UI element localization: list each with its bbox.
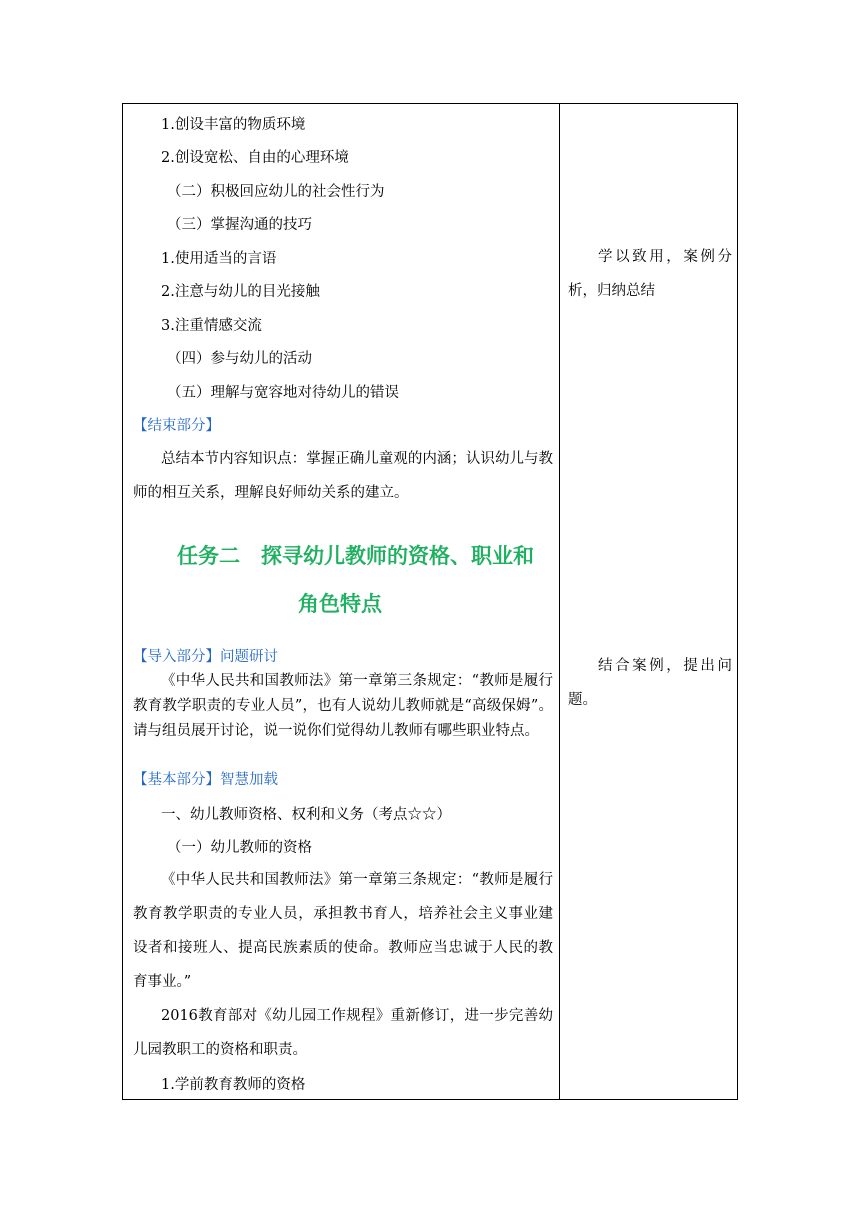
law-text: 《中华人民共和国教师法》第一章第三条规定：“教师是履行教育教学职责的专业人员，承担教书育人，培养社会主义事业建设者和接班人、提高民族素质的使命。教师应当忠诚于人民的教育事业。” — [133, 872, 553, 990]
task-title-line-1: 任务二 探寻幼儿教师的资格、职业和 — [177, 544, 534, 568]
item-participate: （四）参与幼儿的活动 — [167, 351, 312, 367]
lesson-table — [122, 103, 738, 1100]
regulation-text: 2016教育部对《幼儿园工作规程》重新修订，进一步完善幼儿园教职工的资格和职责。 — [133, 1008, 553, 1058]
item-respond-social: （二）积极回应幼儿的社会性行为 — [167, 184, 385, 200]
item-psych-env: 2.创设宽松、自由的心理环境 — [161, 150, 349, 166]
note-apply-learning: 学以致用，案例分析，归纳总结 — [568, 249, 732, 299]
intro-heading-label: 【导入部分】 — [133, 649, 220, 665]
notes-column — [560, 104, 737, 1099]
basic-heading-sub: 智慧加载 — [220, 772, 278, 788]
preschool-qualification: 1.学前教育教师的资格 — [161, 1077, 306, 1093]
basic-heading — [133, 770, 278, 790]
item-emotion: 3.注重情感交流 — [161, 318, 262, 334]
item-material-env: 1.创设丰富的物质环境 — [161, 117, 306, 133]
end-section-text: 总结本节内容知识点：掌握正确儿童观的内涵；认识幼儿与教师的相互关系，理解良好师幼关系的建立。 — [133, 451, 553, 501]
note-raise-question: 结合案例，提出问题。 — [568, 658, 732, 708]
section-one-heading: 一、幼儿教师资格、权利和义务（考点☆☆） — [161, 807, 451, 823]
item-eye-contact: 2.注意与幼儿的目光接触 — [161, 284, 320, 300]
basic-heading-label: 【基本部分】 — [133, 772, 220, 788]
content-column — [123, 104, 559, 1099]
intro-text: 《中华人民共和国教师法》第一章第三条规定：“教师是履行教育教学职责的专业人员”，也有人说幼儿教师就是“高级保姆”。请与组员展开讨论，说一说你们觉得幼儿教师有哪些职业特点。 — [133, 673, 553, 739]
end-section-heading: 【结束部分】 — [133, 418, 220, 434]
task-title-line-2: 角色特点 — [298, 592, 382, 616]
intro-heading-sub: 问题研讨 — [220, 649, 278, 665]
intro-heading — [133, 647, 278, 667]
item-tolerance: （五）理解与宽容地对待幼儿的错误 — [167, 385, 399, 401]
item-language: 1.使用适当的言语 — [161, 251, 277, 267]
item-communication: （三）掌握沟通的技巧 — [167, 217, 312, 233]
subsection-qualification: （一）幼儿教师的资格 — [167, 840, 312, 856]
